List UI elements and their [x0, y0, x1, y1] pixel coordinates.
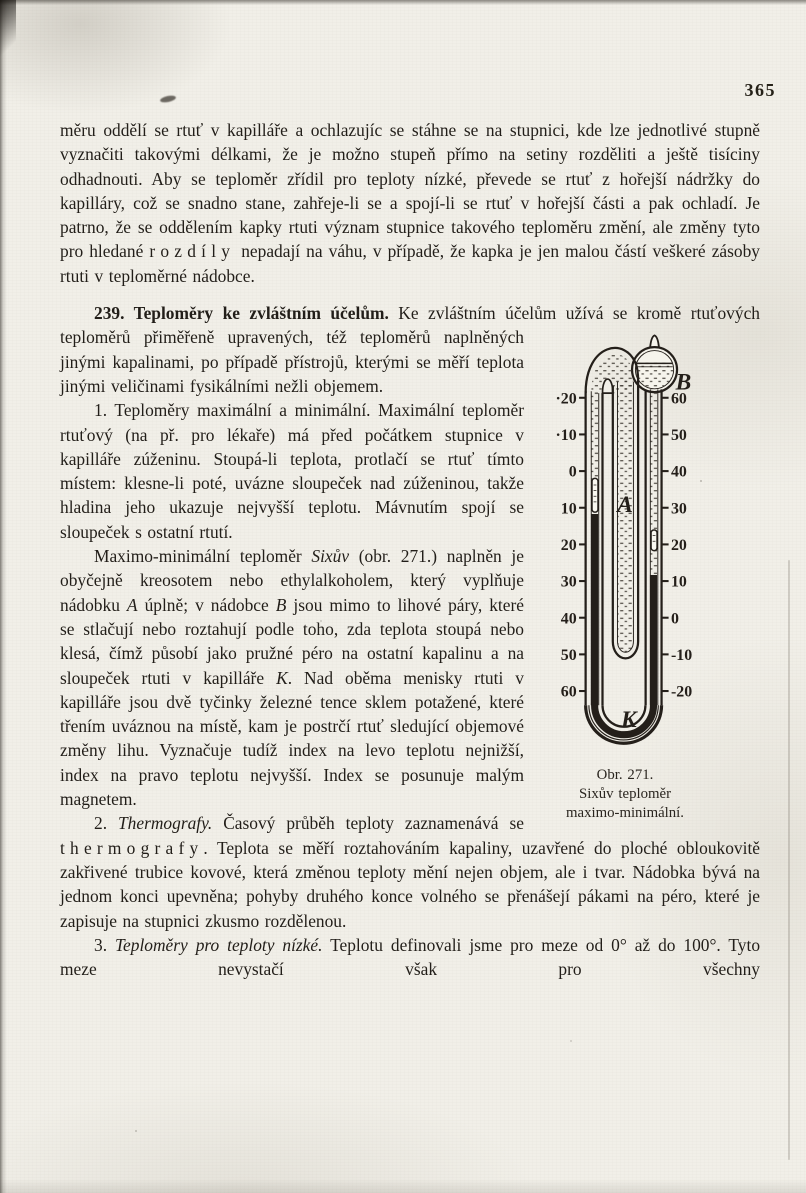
- scale-left-label: ·10: [555, 427, 577, 445]
- text-segment: (obr. 271.) naplněn je obyčejně kreosotem nebo ethylalkoholem, který vyplňuje nádobku: [60, 546, 524, 615]
- min-index-rod: [592, 479, 598, 513]
- ink-smudge: [160, 94, 177, 103]
- scale-right-label: -20: [670, 684, 693, 702]
- figure-caption-line: maximo-minimální.: [566, 805, 684, 822]
- figure-caption: [545, 766, 705, 823]
- scale-left-label: 20: [560, 537, 577, 555]
- scale-left-label: 0: [568, 464, 577, 482]
- text-segment: Časový průběh teploty zaznamenává se: [212, 813, 524, 834]
- figure-caption-line: Sixův teploměr: [578, 786, 672, 803]
- paragraph-continuation: [60, 118, 760, 288]
- text-segment: . Nad oběma menisky rtuti v kapilláře jsou dvě tyčinky železné tence sklem potažené, které třením uváznou na místě, kam je postrčí rtuť sledující objemové změny lihu. Vyznačuje tudíž index na levo teplotu nejnižší, index na pravo teplotu nejvyšší. Index se posunuje malým magnetem.: [60, 667, 524, 810]
- paragraph-low-temperatures: [60, 933, 760, 982]
- text-block: [60, 118, 760, 981]
- text-segment: K: [276, 667, 288, 688]
- text-segment: rozdíly: [149, 241, 236, 262]
- text-segment: Maximo-minimální teploměr: [94, 546, 312, 567]
- scale-right-label: 10: [670, 574, 687, 592]
- scan-edge-left: [0, 0, 7, 1193]
- text-segment: nepadají na váhu, v případě, že kapka je jen malou částí veškeré zásoby rtuti v teploměrné nádobce.: [60, 241, 760, 286]
- scan-edge-top: [0, 0, 806, 5]
- label-A: A: [617, 492, 633, 519]
- scale-left-label: 10: [560, 500, 577, 518]
- text-segment: A: [126, 594, 138, 615]
- page-number: 365: [744, 80, 776, 100]
- scale-right: [662, 391, 692, 701]
- text-segment: B: [275, 594, 287, 615]
- text-segment: Ke zvláštním účelům užívá se kromě rtuťových teploměrů přiměřeně upravených, též: [60, 303, 760, 348]
- max-index-rod: [651, 530, 657, 551]
- section-heading: 239. Teploměry ke zvláštním účelům.: [94, 303, 389, 324]
- scale-right-label: 30: [670, 500, 687, 518]
- scale-right-label: 20: [670, 537, 687, 555]
- scale-right-label: 0: [670, 610, 679, 628]
- scale-right-label: -10: [670, 647, 693, 665]
- scan-corner-artifact: [0, 0, 16, 64]
- text-segment: 2.: [94, 813, 119, 834]
- paragraph-thermografy: [60, 811, 760, 932]
- text-segment: jsou mimo to lihové páry, které se stlačují nebo roztahují podle toho, zda teplota stoupá nebo klesá, čímž působí jako pružné péro na ostatní kapalinu a na sloupeček rtuti v kapilláře: [60, 594, 524, 688]
- scale-right-label: 40: [670, 464, 687, 482]
- scale-left-label: ·20: [555, 390, 577, 408]
- figure-271: [535, 331, 760, 823]
- scan-crease-line: [788, 560, 790, 1160]
- scale-left-label: 30: [560, 574, 577, 592]
- text-segment: Teploměry pro teploty nízké.: [114, 934, 323, 955]
- text-segment: Teplotu definovali jsme pro meze od 0° až do 100°. Tyto meze nevystačí však pro všechny: [60, 934, 761, 980]
- six-thermometer-figure: [535, 331, 760, 758]
- text-segment: . Teplota se měří roztahováním kapaliny, uzavřené do ploché obloukovitě zakřivené trubice kovové, která změnou teploty mění nejen objem, ale i tvar. Nádobka bývá na jednom konci upevněna; pohyby druhého konce volného se přenášejí pákami na péro, které je zapisuje na stupnici zkusmo rozdělenou.: [60, 837, 760, 931]
- text-segment: měru oddělí se rtuť v kapilláře a ochlazujíc se stáhne se na stupnici, kde lze jednotlivé stupně vyznačiti takovými délkami, že je možno stupeň přímo na setiny rozděliti a ještě tisíciny odhadnouti. Aby se teploměr zřídil pro teploty nízké, převede se rtuť z hořejší nádržky do kapilláry, což se snadno stane, zahřeje-li se a spojí-li se rtuť v hořejší části a pak ochladí. Je patrno, že se oddělením kapky rtuti význam stupnice takového teploměru změní, ale změny tyto pro hledané: [60, 120, 760, 262]
- figure-caption-line: Obr. 271.: [596, 767, 654, 784]
- scale-left-label: 40: [560, 610, 577, 628]
- scale-right-label: 50: [670, 427, 687, 445]
- text-segment: úplně; v nádobce: [137, 594, 276, 615]
- tube-A: [613, 380, 638, 658]
- scale-left-label: 50: [560, 647, 577, 665]
- label-B: B: [675, 369, 692, 396]
- label-K: K: [620, 707, 637, 734]
- text-segment: 3.: [94, 934, 115, 955]
- scale-left-label: 60: [560, 684, 577, 702]
- text-segment: teploměrů naplněných jinými kapalinami, po případě přístrojů, kterými se měří teplota jinými veličinami fysikálními nežli objemem.: [60, 327, 525, 396]
- scale-left: [555, 391, 585, 701]
- text-segment: Thermografy.: [118, 813, 213, 834]
- text-segment: thermografy: [60, 837, 204, 858]
- scale-right-label: 60: [670, 390, 687, 408]
- text-segment: 1. Teploměry maximální a minimální. Maximální teploměr rtuťový (na př. pro lékaře) má před počátkem stupnice v kapilláře zúženinu. Stoupá-li teplota, protlačí se rtuť tímto místem: klesne-li poté, uvázne sloupeček nad zúženinou, takže hladina jeho ukazuje nejvyšší teplotu. Mávnutím spojí se sloupeček s ostatní rtutí.: [60, 400, 524, 542]
- text-segment: Sixův: [311, 546, 350, 567]
